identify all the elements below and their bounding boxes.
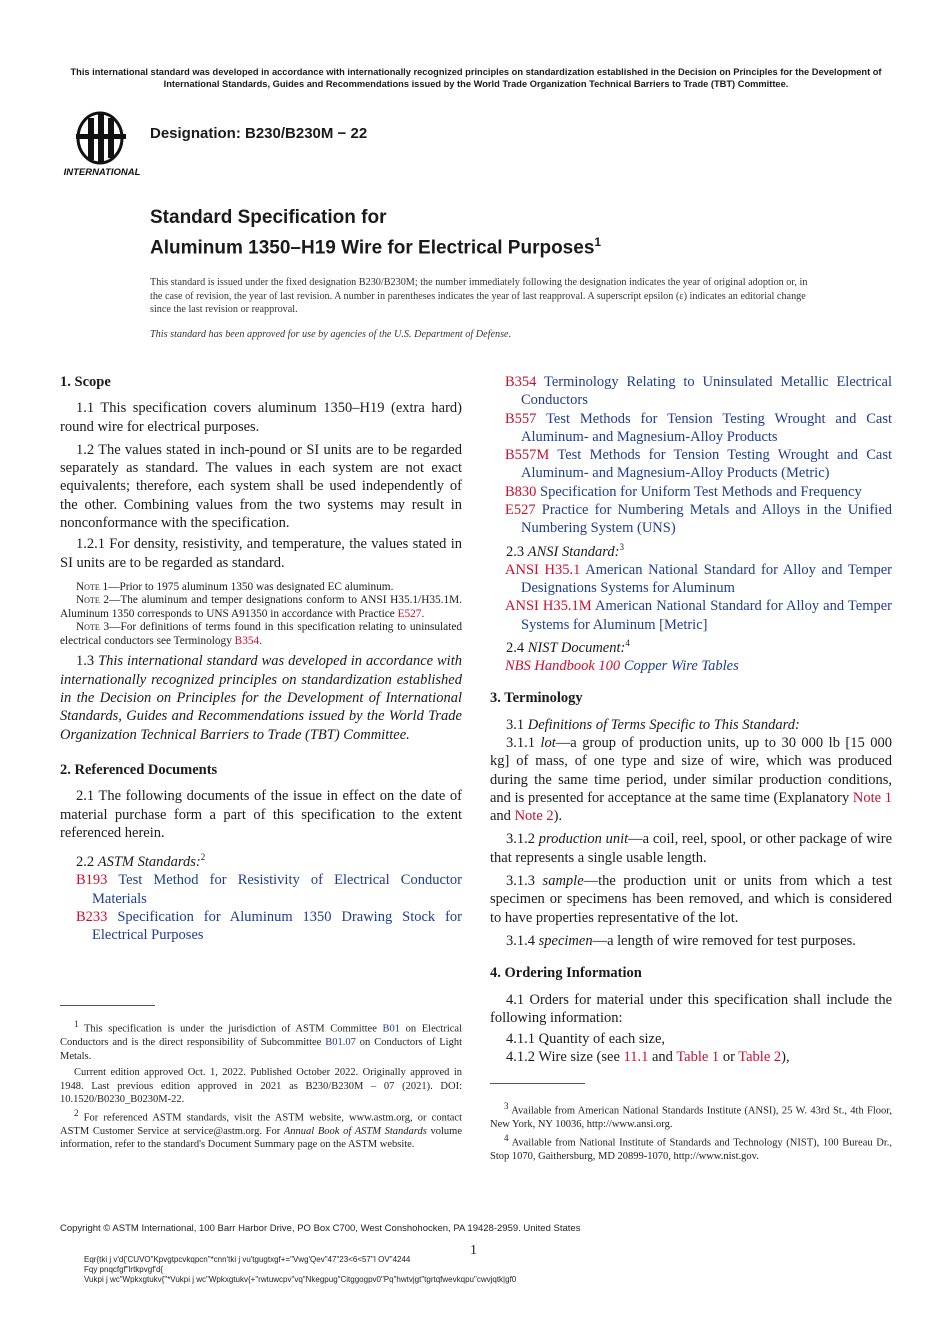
para-2-4: 2.4 NIST Document:$^4$ xyxy=(506,637,630,656)
logo-text: INTERNATIONAL xyxy=(63,167,141,178)
link-b193-title[interactable]: Test Method for Resistivity of Electrical Conductor Materials xyxy=(92,872,462,907)
section-3-heading: 3. Terminology xyxy=(490,690,583,707)
astm-logo xyxy=(62,110,142,178)
link-e527-ref[interactable]: E527 xyxy=(505,502,536,519)
ref-b354 xyxy=(505,373,892,410)
link-b830[interactable]: B830 xyxy=(505,483,537,500)
title-footnote-mark[interactable]: 1 xyxy=(594,235,602,249)
para-2-2: 2.2 ASTM Standards:$^2$ xyxy=(76,852,206,870)
para-1-2-1: 1.2.1 For density, resistivity, and temperature, the values stated in SI units are to be regarded as standard. xyxy=(60,536,462,571)
link-note-2[interactable]: Note 2 xyxy=(514,808,554,825)
para-2-1: 2.1 The following documents of the issue in effect on the date of material purchase form a part of this specification to the extent referenced herein. xyxy=(60,788,462,841)
footnote-3: $^3$ Available from American National Standards Institute (ANSI), 25 W. 43rd St., 4th Floor, New York, NY 10036, http://www.ansi.org. xyxy=(490,1101,893,1130)
title-line-1: Standard Specification for xyxy=(150,207,387,228)
para-4-1-1: 4.1.1 Quantity of each size, xyxy=(506,1031,666,1048)
link-b557[interactable]: B557 xyxy=(505,410,537,427)
link-table-2[interactable]: Table 2 xyxy=(738,1049,782,1066)
link-b01[interactable]: B01 xyxy=(382,1023,401,1035)
link-note-1[interactable]: Note 1 xyxy=(852,789,893,806)
link-ansi-h35-1-title[interactable]: American National Standard for Alloy and Temper Designations Systems for Aluminum xyxy=(521,561,892,597)
footnote-divider xyxy=(60,1005,155,1006)
para-3-1: 3.1 Definitions of Terms Specific to This Standard: xyxy=(506,716,800,733)
left-footnotes xyxy=(60,1005,462,1152)
para-3-1-1: 3.1.1 lot—a group of production units, up to 30 000 lb [15 000 kg] of mass, of one type and size of wire, which was produced during the same time period, under similar production conditions, and is presented for acceptance at the same time (Explanatory Note 1 and Note 2). xyxy=(490,735,893,825)
link-b193[interactable]: B193 xyxy=(76,872,108,889)
dod-note: This standard has been approved for use by agencies of the U.S. Department of Defense. xyxy=(150,329,512,340)
ref-ansi-h35-1 xyxy=(505,561,892,598)
page-title xyxy=(150,205,601,260)
link-b01-07[interactable]: B01.07 xyxy=(325,1037,356,1048)
footnote-4: $^4$ Available from National Institute of Standards and Technology (NIST), 100 Bureau Dr., Stop 1070, Gaithersburg, MD 20899-1070, http://www.nist.gov. xyxy=(490,1132,893,1162)
section-4-heading: 4. Ordering Information xyxy=(490,965,642,982)
para-3-1-2: 3.1.2 production unit—a coil, reel, spool, or other package of wire that represents a single usable length. xyxy=(490,831,893,866)
ref-b557 xyxy=(505,410,892,447)
link-e527-title[interactable]: Practice for Numbering Metals and Alloys in the Unified Numbering System (UNS) xyxy=(521,502,893,537)
copyright: Copyright © ASTM International, 100 Barr Harbor Drive, PO Box C700, West Conshohocken, PA 19428-2959. United States xyxy=(60,1223,581,1234)
ref-b233 xyxy=(76,908,462,945)
link-table-1[interactable]: Table 1 xyxy=(676,1049,720,1066)
right-footnotes xyxy=(490,1083,892,1163)
para-1-3: 1.3 This international standard was developed in accordance with internationally recognized principles on standardization established in the Decision on Principles for the Development of International Standards, Guides and Recommendations issued by the World Trade Organization Technical Barriers to Trade (TBT) Committee. xyxy=(60,653,462,743)
designation: Designation: B230/B230M − 22 xyxy=(150,125,368,142)
link-ansi-h35-1[interactable]: ANSI H35.1 xyxy=(505,561,581,578)
link-b354[interactable]: B354 xyxy=(234,634,260,647)
ref-b193 xyxy=(76,871,462,908)
para-2-3: 2.3 ANSI Standard:$^3$ xyxy=(506,541,624,560)
ref-b830 xyxy=(505,483,892,501)
link-ansi-h35-1m-title[interactable]: American National Standard for Alloy and Temper Systems for Aluminum [Metric] xyxy=(521,598,893,633)
section-2-heading: 2. Referenced Documents xyxy=(60,761,218,778)
para-4-1: 4.1 Orders for material under this specification shall include the following information: xyxy=(490,991,892,1026)
link-b233-title[interactable]: Specification for Aluminum 1350 Drawing Stock for Electrical Purposes xyxy=(92,908,462,944)
para-3-1-3: 3.1.3 sample—the production unit or units from which a test specimen or specimens has been removed, and which is considered to have properties representative of the lot. xyxy=(490,873,892,926)
ref-nbs-100 xyxy=(505,657,892,675)
download-stamp: Eqr{tki j v'd{'CUVO"Kpvgtpcvkqpcn"*cnn'tki j vu'tgugtxgf+="Vwg'Qev"47"23<6<57"I OV"4244 Fqy pnqcfgf"lrtkpvgf'd{ Vukpi j wc"Wpkxgtukv{"*Vukpi j wc"Wpkxgtukv{+"rwtuwcpv"vq"Nkegpug"Citggogpv0"Pq"hwtvjgt"tgrtqfwevkqpu"cwvjqtk|gf0 xyxy=(84,1255,517,1284)
para-1-2: 1.2 The values stated in inch-pound or SI units are to be regarded separately as standard. The values in each system are not exact equivalents; therefore, each system shall be used independently of the other. Combining values from the two systems may result in nonconformance with the specification. xyxy=(60,441,462,532)
footnote-2: $^2$ For referenced ASTM standards, visit the ASTM website, www.astm.org, or contact ASTM Customer Service at service@astm.org. For Annual Book of ASTM Standards volume information, refer to the standard's Document Summary page on the ASTM website. xyxy=(60,1107,462,1150)
title-line-2: Aluminum 1350–H19 Wire for Electrical Purposes$^1$ xyxy=(150,235,602,259)
footnote-1: $^1$ This specification is under the jurisdiction of ASTM Committee B01 on Electrical Conductors and is the direct responsibility of Subcommittee B01.07 on Conductors of Light Metals. xyxy=(60,1019,462,1062)
right-column xyxy=(490,373,892,1067)
link-e527[interactable]: E527 xyxy=(397,607,422,620)
link-b557m-title[interactable]: Test Methods for Tension Testing Wrought and Cast Aluminum- and Magnesium-Alloy Products (Metric) xyxy=(521,447,892,482)
development-notice: This international standard was developed in accordance with internationally recognized principles on standardization established in the Decision on Principles for the Development of International Standards, Guides and Recommendations issued by the World Trade Organization Technical Barriers to Trade (TBT) Committee. xyxy=(70,67,882,89)
para-1-1: 1.1 This specification covers aluminum 1350–H19 (extra hard) round wire for electrical purposes. xyxy=(60,400,462,435)
page-number: 1 xyxy=(470,1243,477,1258)
astm-logo-icon xyxy=(62,110,142,178)
link-b830-title[interactable]: Specification for Uniform Test Methods and Frequency xyxy=(540,483,862,500)
ref-b557m xyxy=(505,446,892,483)
ref-e527 xyxy=(505,501,892,538)
footnote-divider-right xyxy=(490,1083,585,1084)
notes xyxy=(60,581,462,649)
note-3: Note 3—For definitions of terms found in this specification relating to uninsulated electrical conductors see Terminology B354. xyxy=(60,621,462,647)
section-1-heading: 1. Scope xyxy=(60,374,111,390)
link-nbs-title[interactable]: Copper Wire Tables xyxy=(623,658,739,675)
left-column xyxy=(60,373,462,944)
link-nbs-handbook[interactable]: NBS Handbook 100 xyxy=(505,658,621,675)
link-ansi-h35-1m[interactable]: ANSI H35.1M xyxy=(505,598,592,615)
link-11-1[interactable]: 11.1 xyxy=(623,1049,649,1066)
para-4-1-2: 4.1.2 Wire size (see 11.1 and Table 1 or Table 2), xyxy=(506,1049,790,1066)
link-b354-title[interactable]: Terminology Relating to Uninsulated Metallic Electrical Conductors xyxy=(521,374,892,409)
link-b557m[interactable]: B557M xyxy=(505,447,550,464)
para-3-1-4: 3.1.4 specimen—a length of wire removed for test purposes. xyxy=(506,932,856,949)
link-b233[interactable]: B233 xyxy=(76,908,108,925)
ref-ansi-h35-1m xyxy=(505,597,892,634)
note-2: Note 2—The aluminum and temper designations conform to ANSI H35.1/H35.1M. Aluminum 1350 corresponds to UNS A91350 in accordance with Practice E527. xyxy=(60,594,462,620)
issued-note: This standard is issued under the fixed designation B230/B230M; the number immediately following the designation indicates the year of original adoption or, in the case of revision, the year of last revision. A number in parentheses indicates the year of last reapproval. A superscript epsilon (ε) indicates an editorial change since the last revision or reapproval. xyxy=(150,277,808,316)
footnote-1-edition: Current edition approved Oct. 1, 2022. Published October 2022. Originally approved in 1948. Last previous edition approved in 2021 as B230/B230M – 07 (2021). DOI: 10.1520/B0230_B0230M-22. xyxy=(60,1067,462,1105)
link-b557-title[interactable]: Test Methods for Tension Testing Wrought and Cast Aluminum- and Magnesium-Alloy Products xyxy=(521,410,892,445)
note-1: Note 1—Prior to 1975 aluminum 1350 was designated EC aluminum. xyxy=(76,580,394,593)
link-b354-ref[interactable]: B354 xyxy=(505,374,537,390)
